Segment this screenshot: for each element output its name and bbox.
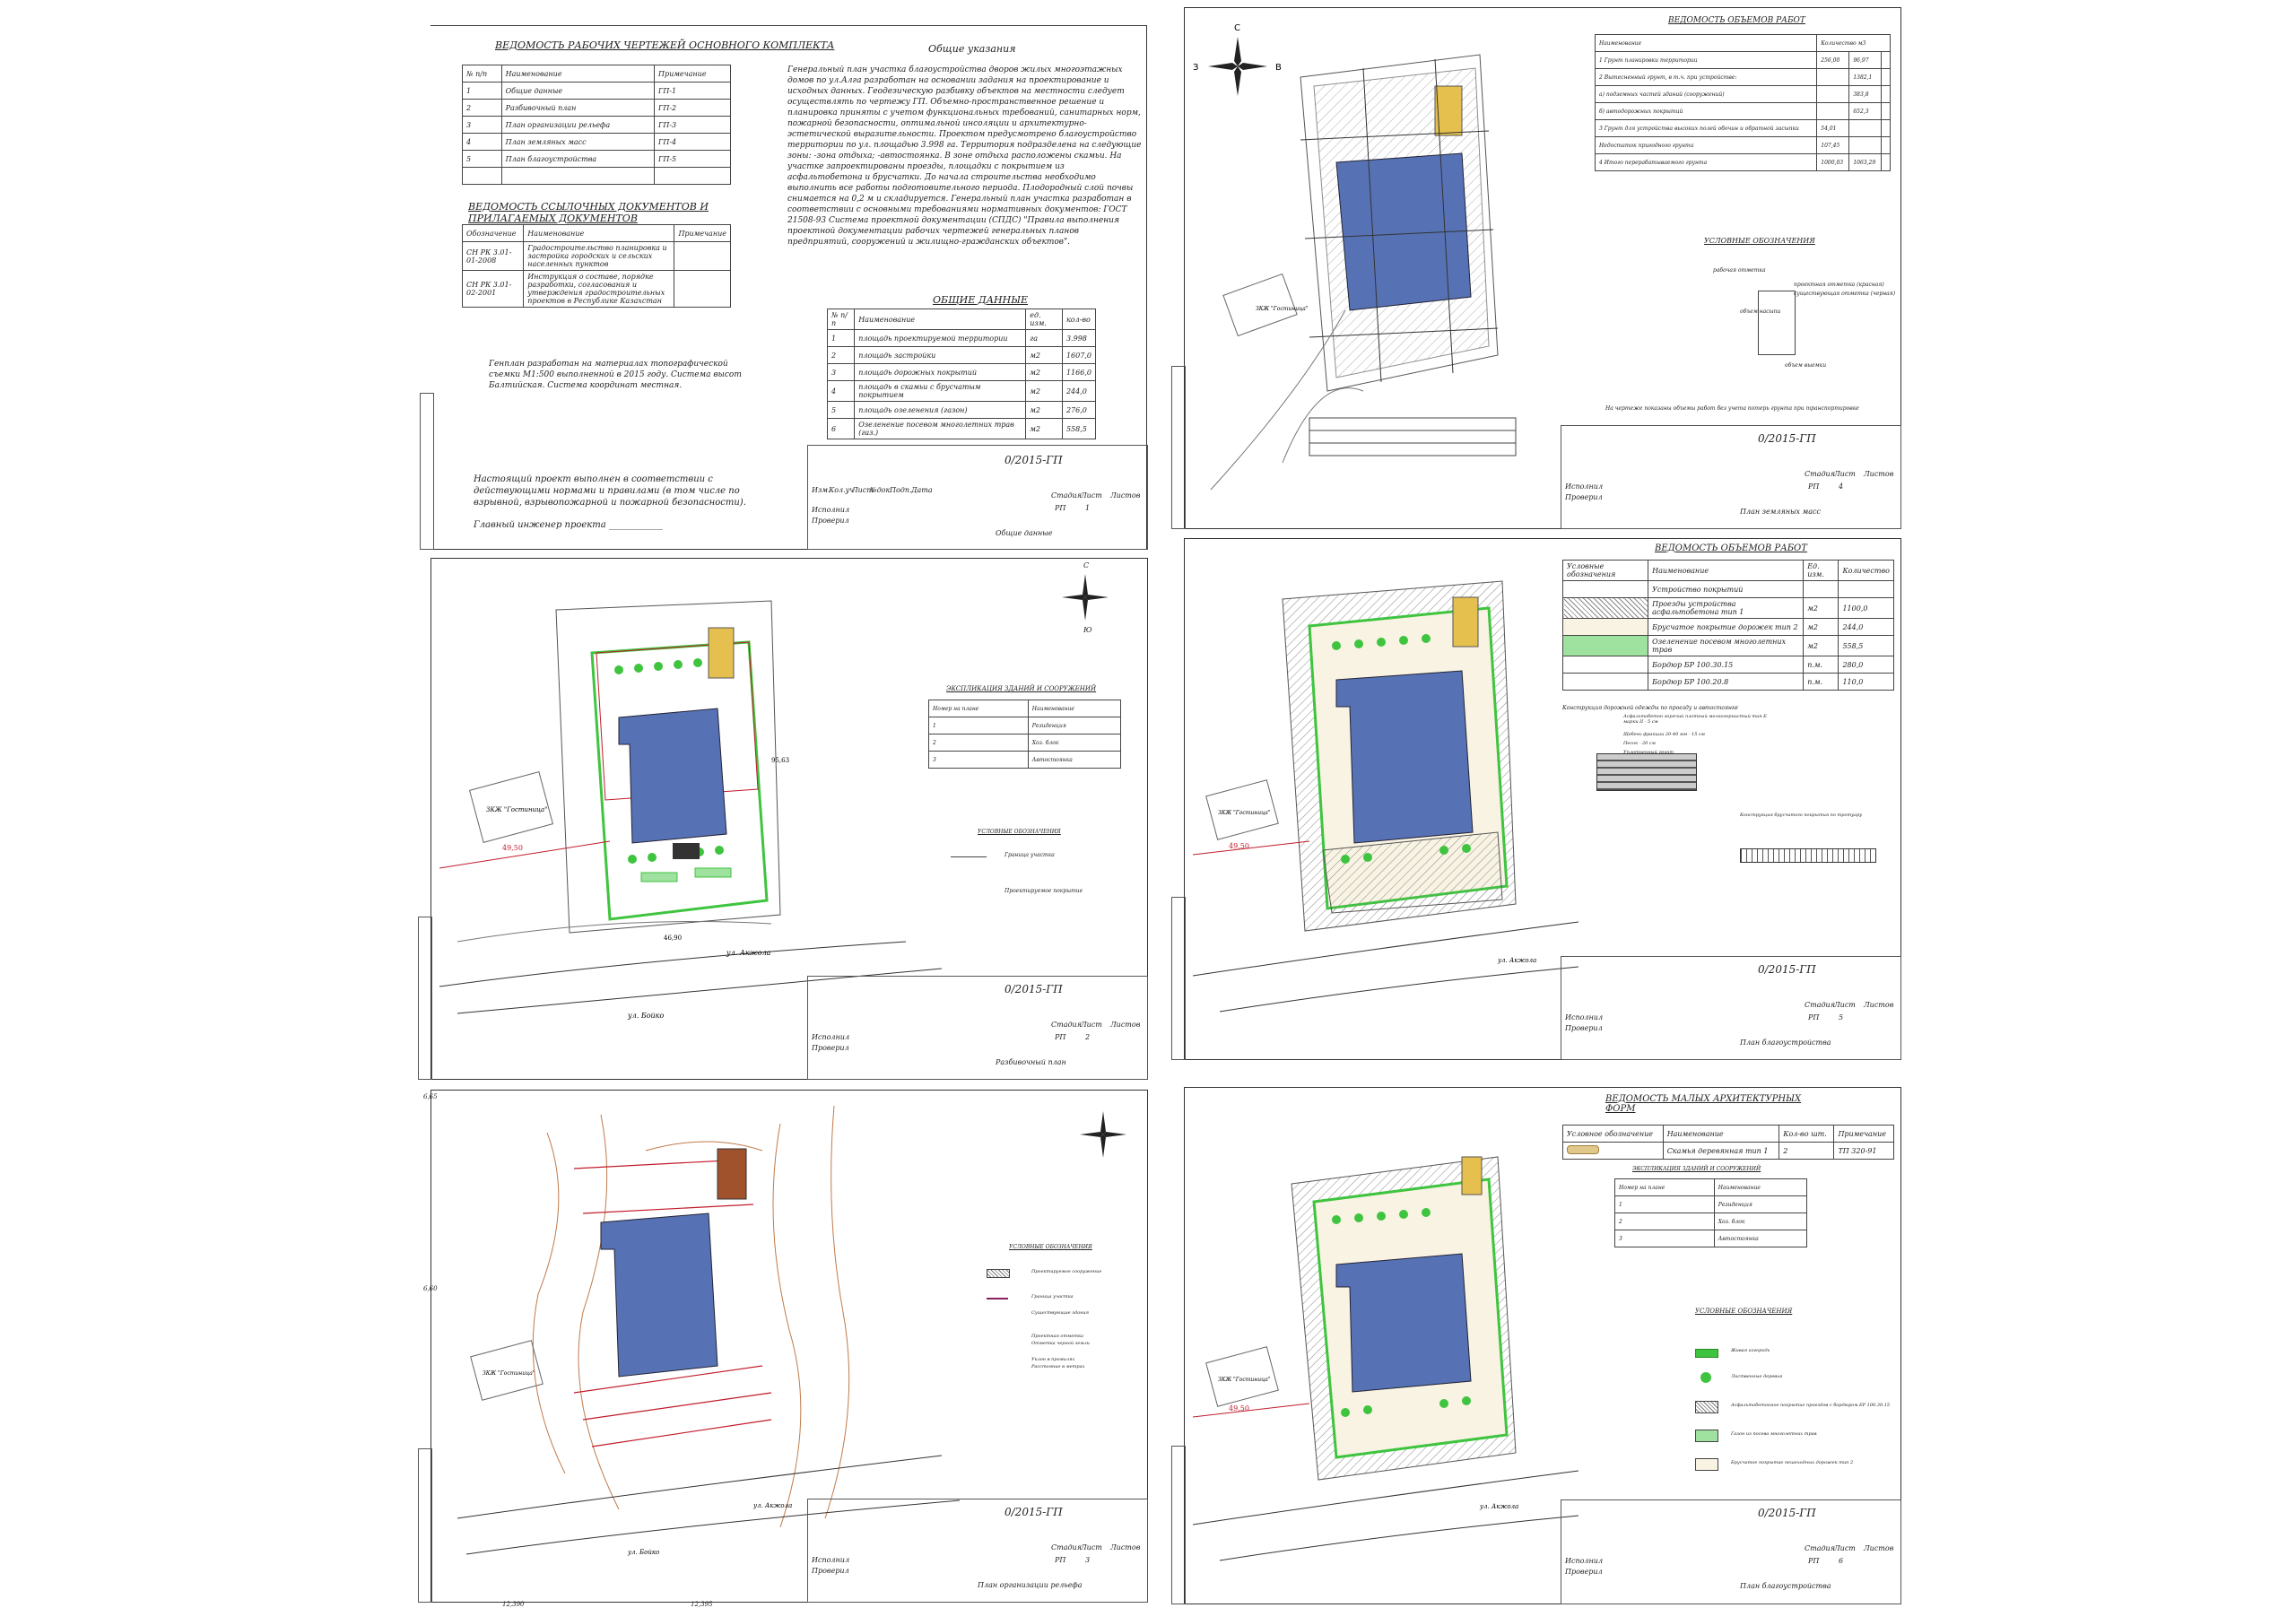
table-row: б) автодорожных покрытий 652,3 <box>1596 103 1891 120</box>
drawing-code: 0/2015-ГП <box>1758 963 1816 976</box>
table-row: 5 площадь озеленения (газон) м2 276,0 <box>828 402 1096 419</box>
mark-label: 12,395 <box>691 1601 713 1608</box>
existing-building <box>718 1149 746 1199</box>
refs-title: ВЕДОМОСТЬ ССЫЛОЧНЫХ ДОКУМЕНТОВ И ПРИЛАГАЕМЫХ ДОКУМЕНТОВ <box>468 201 709 224</box>
sheet-number: 3 <box>1085 1556 1091 1564</box>
explication-title: ЭКСПЛИКАЦИЯ ЗДАНИЙ И СООРУЖЕНИЙ <box>1632 1166 1761 1172</box>
stage: РП <box>1055 1033 1066 1041</box>
sheet-number: 6 <box>1839 1557 1844 1565</box>
engineer-sign: Главный инженер проекта ____________ <box>474 520 663 530</box>
sheet-small-forms <box>1166 1087 1901 1605</box>
sheet-relief-plan <box>413 1090 1148 1608</box>
side-strip <box>420 393 434 550</box>
stamp-head: Лист <box>1081 1021 1102 1029</box>
stamp-head: Стадия <box>1051 491 1082 500</box>
section-title: Конструкция дорожной одежды по проезду и автостоянке <box>1562 705 1739 711</box>
volumes-title: ВЕДОМОСТЬ ОБЪЕМОВ РАБОТ <box>1655 543 1807 553</box>
legend-title: УСЛОВНЫЕ ОБОЗНАЧЕНИЯ <box>1009 1244 1092 1250</box>
table-row: 2 Вытесненный грунт, в т.ч. при устройстве: 1382,1 <box>1596 69 1891 86</box>
stamp-col: Изм. <box>812 486 831 494</box>
table-row: 5 План благоустройства ГП-5 <box>463 151 731 168</box>
legend-label: Брусчатое покрытие пешеходных дорожек тип 2 <box>1731 1460 1854 1465</box>
stamp-role: Исполнил <box>812 1033 850 1041</box>
legend-title: УСЛОВНЫЕ ОБОЗНАЧЕНИЯ <box>1695 1308 1793 1315</box>
side-strip <box>1171 366 1186 529</box>
compass-n: С <box>1234 23 1240 33</box>
table-row: Скамья деревянная тип 1 2 ТП 320-91 <box>1563 1143 1894 1160</box>
stamp-role: Проверил <box>1565 1568 1603 1576</box>
site-plan-earthworks <box>1193 14 1587 517</box>
stage: РП <box>1055 1556 1066 1564</box>
table-row: 2 Хоз. блок <box>929 734 1121 752</box>
compass-rose <box>1076 1108 1130 1161</box>
legend-title: УСЛОВНЫЕ ОБОЗНАЧЕНИЯ <box>978 829 1061 835</box>
street-1: ул. Акжола <box>1480 1503 1519 1510</box>
layer-label: Щебень фракции 20-40 мм - 15 см <box>1623 732 1705 737</box>
stamp-col: Подп. <box>890 486 912 494</box>
sheet-layout-plan <box>413 558 1148 1080</box>
table-row: Бордюр БР 100.20.8 п.м. 110,0 <box>1563 674 1894 691</box>
street-1: ул. Акжола <box>726 949 771 957</box>
legend-symbol <box>987 1298 1008 1299</box>
mark-label: 12,390 <box>502 1601 525 1608</box>
stamp-head: Листов <box>1110 1021 1141 1029</box>
compass-s: Ю <box>1083 626 1092 634</box>
earthworks-legend-title: УСЛОВНЫЕ ОБОЗНАЧЕНИЯ <box>1704 237 1815 245</box>
drawing-code: 0/2015-ГП <box>1004 983 1063 995</box>
drawing-code: 0/2015-ГП <box>1758 432 1816 445</box>
table-row: а) подземных частей зданий (сооружений) 383,8 <box>1596 86 1891 103</box>
side-strip <box>1171 897 1186 1060</box>
stamp-head: Стадия <box>1051 1021 1082 1029</box>
table-row: 2 площадь застройки м2 1607,0 <box>828 347 1096 364</box>
sheet-improvement-volumes <box>1166 538 1901 1060</box>
stamp-head: Стадия <box>1805 470 1835 478</box>
side-strip <box>418 917 432 1080</box>
stamp-col: №док <box>870 486 891 494</box>
section-drawing <box>1596 753 1697 791</box>
sheet-number: 4 <box>1839 482 1844 491</box>
table-row: 6 Озеленение посевом многолетних трав (газ.) м2 558,5 <box>828 419 1096 439</box>
table-row: 4 площадь в скамьи с брусчатым покрытием м2 244,0 <box>828 381 1096 402</box>
table-row: 3 План организации рельефа ГП-3 <box>463 117 731 134</box>
stamp-head: Стадия <box>1051 1543 1082 1552</box>
engineer-note: Настоящий проект выполнен в соответствии с действующими нормами и правилами (в том числе по взрывной, взрывопожарной и пожарной безопасности). <box>474 474 746 508</box>
street-1: ул. Акжола <box>1498 957 1537 964</box>
legend-label: Проектируемое покрытие <box>1004 888 1083 894</box>
layer-label: Песок - 20 см <box>1623 741 1656 746</box>
sheet-title: План организации рельефа <box>978 1581 1083 1589</box>
building <box>1336 671 1473 843</box>
bench-icon <box>1567 1145 1599 1154</box>
sheet-number: 2 <box>1085 1033 1091 1041</box>
legend-label: Граница участка <box>1004 852 1055 858</box>
lawn-icon <box>1695 1430 1718 1442</box>
legend-label: Расстояние в метрах <box>1031 1364 1085 1369</box>
mark-label: 49,50 <box>1229 842 1249 850</box>
sheet-number: 1 <box>1085 504 1091 512</box>
building <box>619 708 726 843</box>
building <box>1336 1254 1471 1392</box>
table-row: 3 площадь дорожных покрытий м2 1166,0 <box>828 364 1096 381</box>
neighbor-label: ЗКЖ "Гостиница" <box>1218 810 1271 816</box>
table-row: 3 Автостоянка <box>1615 1230 1807 1247</box>
stage: РП <box>1808 1557 1820 1565</box>
stamp-head: Лист <box>1081 491 1102 500</box>
table-row: 4 Итого перерабатываемого грунта 1000,03 1063,29 <box>1596 154 1891 171</box>
stamp-head: Листов <box>1864 470 1894 478</box>
stamp-role: Исполнил <box>812 1556 850 1564</box>
refs-table: Обозначение Наименование Примечание СН РК 3.01-01-2008 Градостроительство планировка и застройка городских и сельских населенных пунктов СН РК 3.01-02-2001 Инструкция о составе, порядке разработки, согласования и утверждения градостроительных проектов в Республике Казахстан <box>462 224 731 308</box>
legend-symbol <box>1758 291 1796 355</box>
mark-label: 49,50 <box>502 844 523 852</box>
table-row: 1 Резиденция <box>929 717 1121 734</box>
table-row: Озеленение посевом многолетних трав м2 558,5 <box>1563 636 1894 656</box>
stamp-head: Листов <box>1864 1001 1894 1009</box>
stamp-head: Лист <box>1081 1543 1102 1552</box>
drawing-code: 0/2015-ГП <box>1004 1506 1063 1518</box>
section-drawing <box>1740 848 1876 863</box>
explication-table: Номер на плане Наименование 1 Резиденция 2 Хоз. блок 3 Автостоянка <box>1614 1178 1807 1247</box>
neighbor-label: ЗКЖ "Гостиница" <box>483 1370 535 1377</box>
neighbor-label: ЗКЖ "Гостиница" <box>486 806 548 813</box>
table-row: 1 Грунт планировки территории 256,00 96,97 <box>1596 52 1891 69</box>
drawing-code: 0/2015-ГП <box>1758 1507 1816 1519</box>
compass-n: С <box>1083 561 1090 569</box>
sheet-title: Разбивочный план <box>996 1058 1066 1066</box>
table-row: Брусчатое покрытие дорожек тип 2 м2 244,0 <box>1563 619 1894 636</box>
sheet-number: 5 <box>1839 1013 1844 1021</box>
survey-note: Генплан разработан на материалах топографической съемки М1:500 выполненной в 2015 году. Система высот Балтийская. Система координат местная. <box>489 360 742 390</box>
stamp-head: Листов <box>1864 1544 1894 1552</box>
legend-label: Газон из посева многолетних трав <box>1731 1431 1817 1437</box>
table-row: СН РК 3.01-02-2001 Инструкция о составе, порядке разработки, согласования и утверждения градостроительных проектов в Республике Казахстан <box>463 271 731 308</box>
legend-label: рабочая отметка <box>1713 267 1766 274</box>
stamp-head: Лист <box>1834 470 1856 478</box>
stage: РП <box>1055 504 1066 512</box>
stamp-head: Листов <box>1110 491 1141 500</box>
hedge-icon <box>1695 1349 1718 1358</box>
volumes-table: Условные обозначения Наименование Ед. изм. Количество Устройство покрытий Проезды устройства асфальтобетона тип 1 м2 1100,0 Брусчатое покрытие дорожек тип 2 м2 244,0 Озеленение посевом многолетних трав м2 558,5 Бордюр БР 100.30.15 п.м. 280,0 Бордюр БР 100.20.8 п.м. 110,0 <box>1562 560 1894 691</box>
earthworks-title: ВЕДОМОСТЬ ОБЪЕМОВ РАБОТ <box>1668 16 1805 25</box>
building <box>601 1213 718 1377</box>
asphalt-icon <box>1695 1401 1718 1413</box>
drawings-title: ВЕДОМОСТЬ РАБОЧИХ ЧЕРТЕЖЕЙ ОСНОВНОГО КОМПЛЕКТА <box>495 39 835 51</box>
compass-rose <box>1208 37 1267 96</box>
legend-label: объем насыпи <box>1740 309 1781 315</box>
stamp-role: Исполнил <box>1565 1557 1604 1565</box>
lot-marker <box>1462 1157 1482 1195</box>
stage: РП <box>1808 1013 1820 1021</box>
site-plan-small-forms <box>1193 1094 1587 1596</box>
side-strip <box>418 1448 432 1603</box>
earthworks-footnote: На чертеже показаны объемы работ без учета потерь грунта при транспортировке <box>1605 405 1859 412</box>
stamp-head: Лист <box>1834 1001 1856 1009</box>
tree-icon <box>1700 1372 1711 1383</box>
general-text: Генеральный план участка благоустройства дворов жилых многоэтажных домов по ул.Алга разработан на основании задания на проектирование и исходных данных. Геодезическую разбивку объектов на местности следует осуществлять по чертежу ГП. Объемно-пространственное решение и планировка приняты с учетом функциональных требований, санитарных норм, пожарной безопасности, оптимальной инсоляции и архитектурно-эстетической выразительности. Проектом предусмотрено благоустройство территории по ул. площадью 3.998 га. Территория подразделена на следующие зоны: -зона отдыха; -автостоянка. В зоне отдыха расположены скамьи. На участке запроектированы проезды, площадки с покрытием из асфальтобетона и брусчатки. До начала строительства необходимо выполнить все работы подготовительного периода. Плодородный слой почвы снимается на 0,2 м и складируется. Генеральный план участка разработан в соответствии с основными требованиями нормативных документов: ГОСТ 21508-93 Система проектной документации (СПДС) "Правила выполнения проектной документации рабочих чертежей генеральных планов предприятий, сооружений и жилищно-гражданских объектов". <box>787 65 1142 247</box>
small-forms-title: ВЕДОМОСТЬ МАЛЫХ АРХИТЕКТУРНЫХ ФОРМ <box>1605 1094 1802 1114</box>
table-row: 1 Общие данные ГП-1 <box>463 83 731 100</box>
compass-rose <box>1058 570 1112 624</box>
drawing-code: 0/2015-ГП <box>1004 454 1063 466</box>
mark-label: 6,60 <box>423 1285 438 1292</box>
table-row: 2 Хоз. блок <box>1615 1213 1807 1230</box>
drawings-table: № п/п Наименование Примечание 1 Общие данные ГП-1 2 Разбивочный план ГП-2 3 План организации рельефа ГП-3 4 План земляных масс ГП-4 5 План благоустройства ГП-5 <box>462 65 731 185</box>
stamp-head: Стадия <box>1805 1001 1835 1009</box>
street-2: ул. Бойко <box>628 1012 665 1020</box>
street-2: ул. Бойко <box>628 1549 660 1556</box>
explication-title: ЭКСПЛИКАЦИЯ ЗДАНИЙ И СООРУЖЕНИЙ <box>946 685 1097 692</box>
stamp-role: Проверил <box>1565 493 1603 501</box>
stamp-role: Проверил <box>812 517 849 525</box>
paving-icon <box>1695 1458 1718 1471</box>
stamp-head: Листов <box>1110 1543 1141 1552</box>
explication-table: Номер на плане Наименование 1 Резиденция 2 Хоз. блок 3 Автостоянка <box>928 700 1121 769</box>
legend-symbol <box>987 1269 1010 1278</box>
sheet-earthworks <box>1166 7 1901 529</box>
sheet-title: План благоустройства <box>1740 1039 1831 1047</box>
mark-label: 49,50 <box>1229 1404 1249 1412</box>
stamp-col: Кол.уч <box>829 486 855 494</box>
table-row: Бордюр БР 100.30.15 п.м. 280,0 <box>1563 656 1894 674</box>
mark-label: 6,65 <box>423 1093 438 1100</box>
stamp-head: Стадия <box>1805 1544 1835 1552</box>
boundary-symbol <box>951 856 987 857</box>
site-plan-improvement <box>1193 545 1587 1047</box>
sheet-title: Общие данные <box>996 529 1053 537</box>
stage: РП <box>1808 482 1820 491</box>
compass-e: В <box>1275 63 1282 73</box>
table-row: СН РК 3.01-01-2008 Градостроительство планировка и застройка городских и сельских населенных пунктов <box>463 242 731 271</box>
legend-label: проектная отметка (красная) <box>1794 282 1884 288</box>
legend-label: Существующие здания <box>1031 1310 1089 1316</box>
stamp-role: Исполнил <box>1565 1013 1604 1021</box>
stamp-col: Дата <box>911 486 933 494</box>
table-row: 3 Грунт для устройства высоких полей обочин и обратной засыпки 54,01 <box>1596 120 1891 137</box>
table-row: 1 площадь проектируемой территории га 3.998 <box>828 330 1096 347</box>
general-title: Общие указания <box>928 43 1016 55</box>
legend-label: Отметка черной земли <box>1031 1341 1090 1346</box>
stamp-role: Исполнил <box>1565 482 1604 491</box>
stamp-col: Лист <box>852 486 874 494</box>
sheet-title: План благоустройства <box>1740 1582 1831 1590</box>
legend-label: существующая отметка (черная) <box>1794 291 1896 297</box>
dim-height: 95,63 <box>771 757 790 764</box>
layer-label: Уплотненный грунт <box>1623 750 1674 755</box>
neighbor-label: ЗКЖ "Гостиница" <box>1218 1377 1271 1383</box>
stamp-head: Лист <box>1834 1544 1856 1552</box>
stamp-role: Проверил <box>1565 1024 1603 1032</box>
small-forms-table: Условное обозначение Наименование Кол-во шт. Примечание Скамья деревянная тип 1 2 ТП 320-91 <box>1562 1125 1894 1160</box>
street-1: ул. Акжола <box>753 1502 793 1509</box>
dim-width: 46,90 <box>664 934 683 942</box>
lot-marker <box>709 628 734 678</box>
earthworks-table: Наименование Количество м3 1 Грунт планировки территории 256,00 96,97 2 Вытесненный грунт, в т.ч. при устройстве: 1382,1 а) подземных частей зданий (сооружений) 383,8 б) автодорожных покрытий 652,3 3 Грунт для устройства высоких полей обочин и обратной засыпки 54,01 Недостаток пригодного грунта 107,45 4 Итого перерабатываемого грунта 1000,03 1063,29 <box>1595 34 1891 171</box>
legend-label: Проектная отметка <box>1031 1334 1083 1339</box>
table-row: Недостаток пригодного грунта 107,45 <box>1596 137 1891 154</box>
stamp-role: Исполнил <box>812 506 850 514</box>
area-table: № п/п Наименование ед. изм. кол-во 1 площадь проектируемой территории га 3.998 2 площадь застройки м2 1607,0 3 площадь дорожных покрытий м2 1166,0 4 площадь в скамьи с брусчатым покрытием м2 244,0 5 площадь озеленения (газон) м2 276,0 6 Озеленение посевом многолетних трав (газ.) м2 558,5 <box>827 309 1096 439</box>
compass-w: З <box>1193 63 1199 73</box>
legend-label: Лиственные деревья <box>1731 1374 1783 1379</box>
table-row: 3 Автостоянка <box>929 752 1121 769</box>
legend-label: Проектируемое сооружение <box>1031 1269 1102 1274</box>
legend-label: объем выемки <box>1785 362 1827 369</box>
table-row: 2 Разбивочный план ГП-2 <box>463 100 731 117</box>
lot-marker <box>1453 597 1478 647</box>
section-title: Конструкция брусчатого покрытия по тротуару <box>1740 813 1863 818</box>
legend-label: Граница участка <box>1031 1294 1074 1299</box>
sheet-general-data <box>413 25 1148 550</box>
stamp-role: Проверил <box>812 1567 849 1575</box>
table-row: Проезды устройства асфальтобетона тип 1 м2 1100,0 <box>1563 598 1894 619</box>
sheet-title: План земляных масс <box>1740 508 1821 516</box>
neighbor-label: ЗКЖ "Гостиница" <box>1256 306 1309 312</box>
layer-label: Асфальтобетон горячий плотный мелкозернистый тип Б марки II - 5 см <box>1623 714 1767 725</box>
stamp-role: Проверил <box>812 1044 849 1052</box>
legend-label: Живая изгородь <box>1731 1348 1770 1353</box>
area-title: ОБЩИЕ ДАННЫЕ <box>933 294 1029 306</box>
legend-label: Уклон в промилях <box>1031 1357 1075 1362</box>
table-row: 4 План земляных масс ГП-4 <box>463 134 731 151</box>
legend-label: Асфальтобетонное покрытие проездов с бордюром БР 100.30.15 <box>1731 1403 1891 1408</box>
table-row: 1 Резиденция <box>1615 1196 1807 1213</box>
side-strip <box>1171 1446 1186 1604</box>
